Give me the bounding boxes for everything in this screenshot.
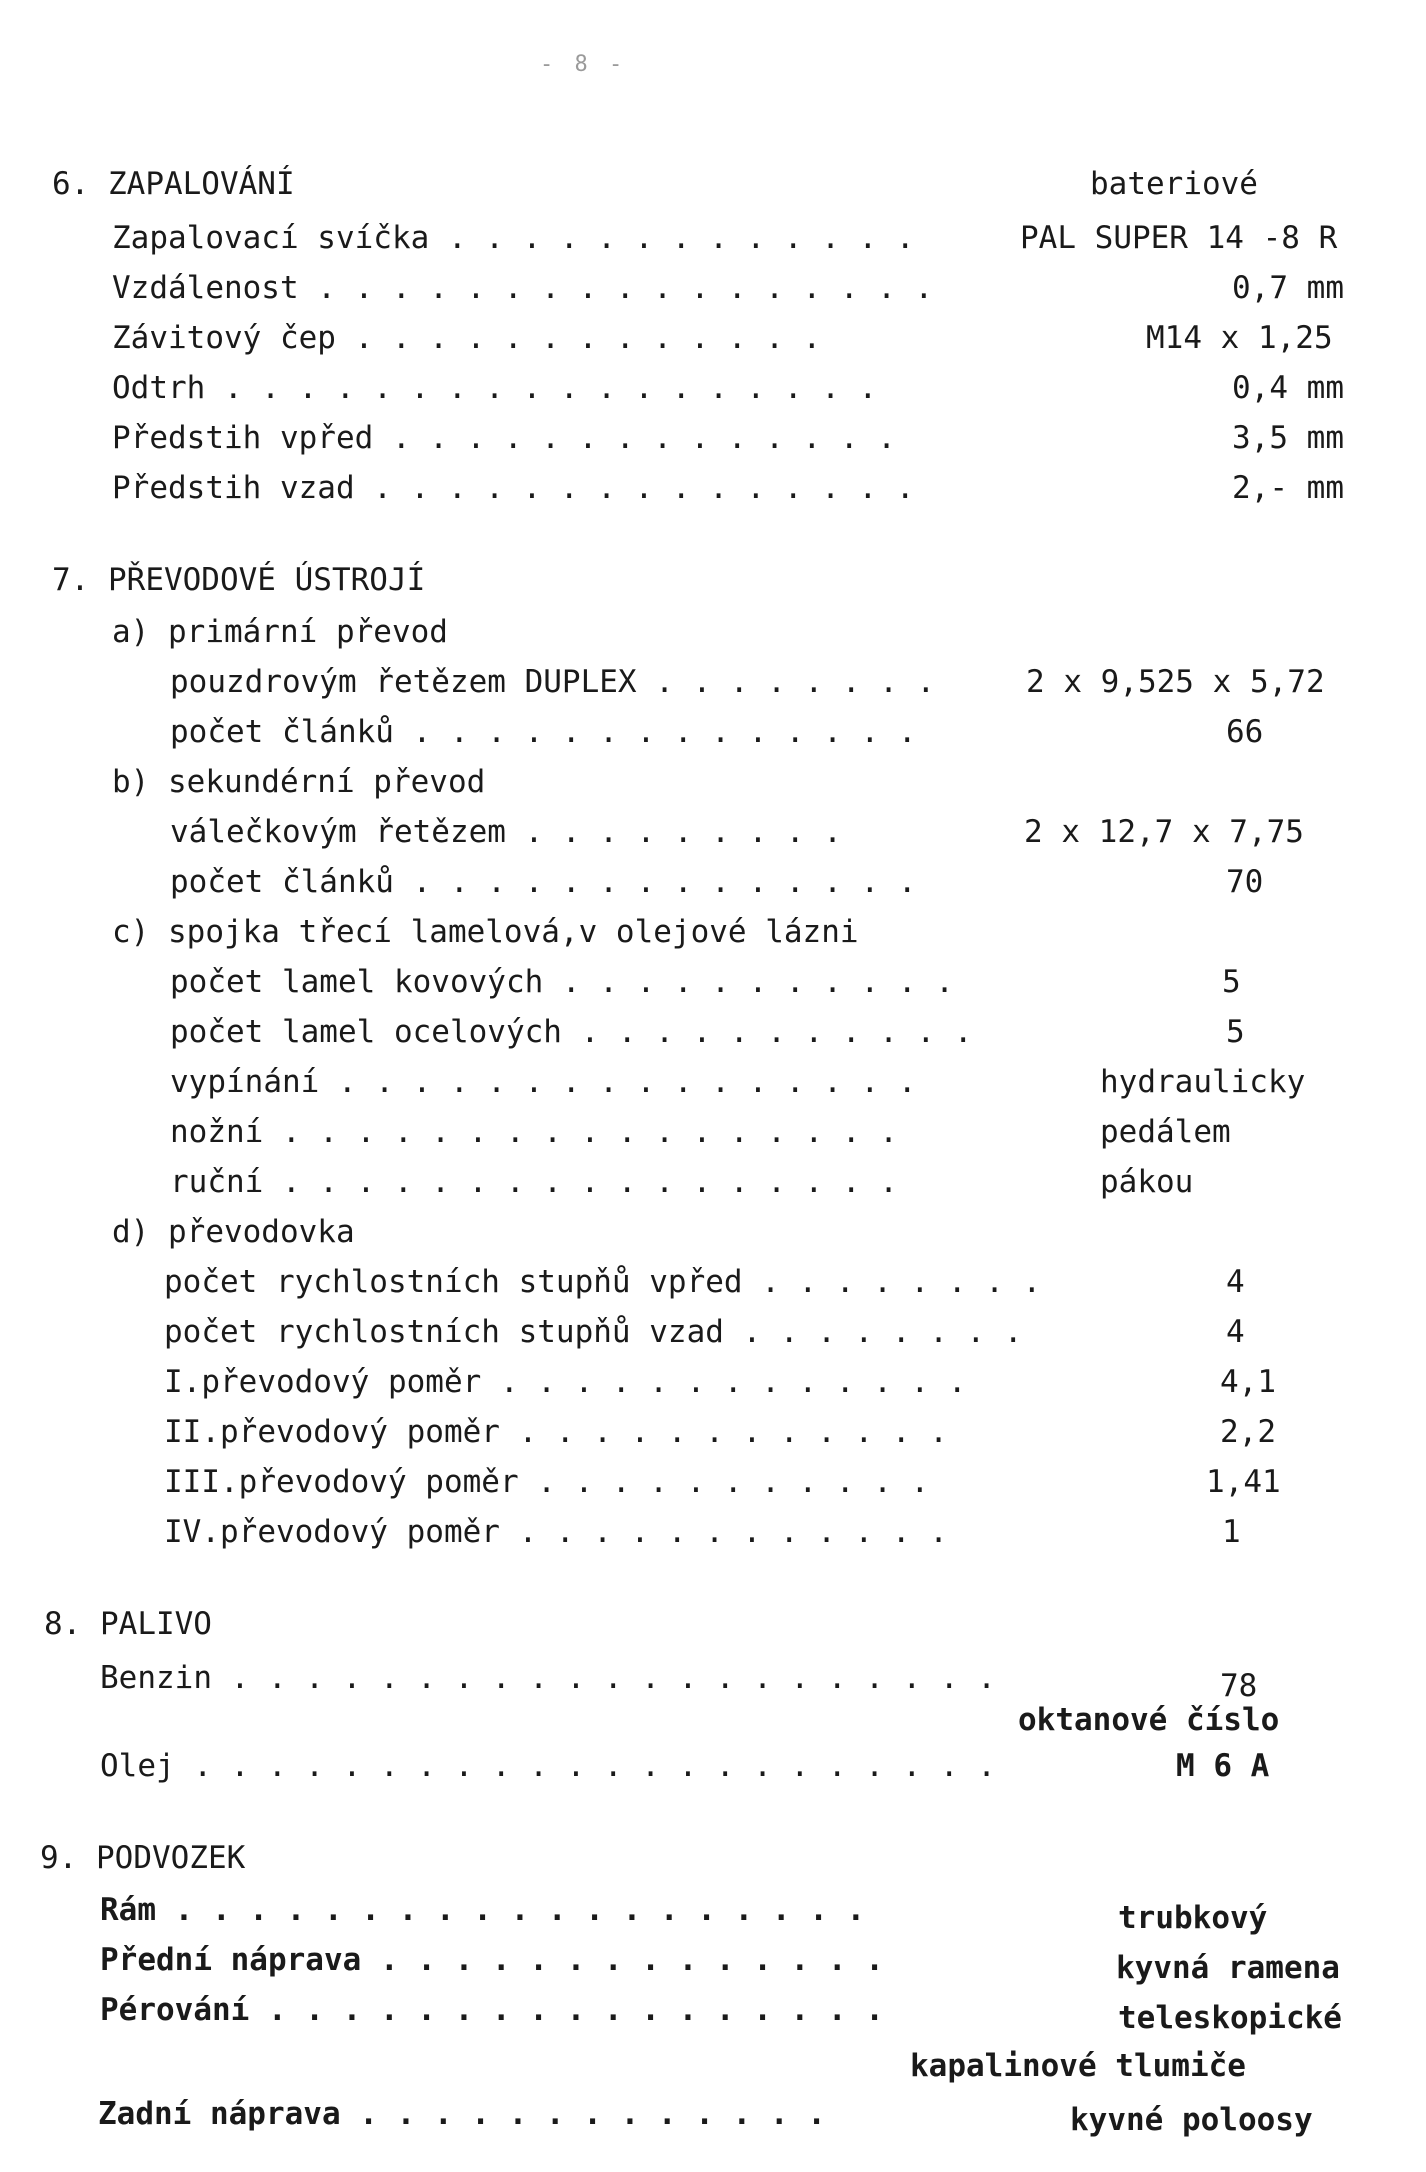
- subsection-c-heading: c) spojka třecí lamelová,v olejové lázni: [112, 914, 859, 950]
- row-value: 0,7 mm: [1232, 270, 1344, 306]
- row-label: ruční . . . . . . . . . . . . . . . . .: [170, 1164, 898, 1200]
- benzin-value: 78: [1220, 1668, 1258, 1704]
- row-label: Rám . . . . . . . . . . . . . . . . . . .: [100, 1892, 866, 1928]
- row-label: Zadní náprava . . . . . . . . . . . . .: [98, 2096, 826, 2132]
- row-label: Zapalovací svíčka . . . . . . . . . . . . .: [112, 220, 915, 256]
- row-value: 66: [1226, 714, 1264, 750]
- row-value: pedálem: [1100, 1114, 1231, 1150]
- row-label: Předstih vpřed . . . . . . . . . . . . . .: [112, 420, 896, 456]
- row-label: Závitový čep . . . . . . . . . . . . .: [112, 320, 822, 356]
- benzin-label: Benzin . . . . . . . . . . . . . . . . . . . . .: [100, 1660, 996, 1696]
- subsection-b-heading: b) sekundérní převod: [112, 764, 486, 800]
- octane-note: oktanové číslo: [1018, 1702, 1280, 1738]
- row-label: Předstih vzad . . . . . . . . . . . . . . .: [112, 470, 915, 506]
- row-value: PAL SUPER 14 -8 R: [1020, 220, 1338, 256]
- row-value: pákou: [1100, 1164, 1194, 1200]
- row-value: 4: [1226, 1314, 1245, 1350]
- row-value: 1: [1222, 1514, 1241, 1550]
- row-label: počet rychlostních stupňů vzad . . . . . . . .: [164, 1314, 1023, 1350]
- row-label: I.převodový poměr . . . . . . . . . . . . .: [164, 1364, 967, 1400]
- row-value: hydraulicky: [1100, 1064, 1306, 1100]
- section-9-heading: 9. PODVOZEK: [40, 1840, 246, 1876]
- row-value: 2 x 12,7 x 7,75: [1024, 814, 1304, 850]
- row-label: Pérování . . . . . . . . . . . . . . . . .: [100, 1992, 884, 2028]
- row-value: 70: [1226, 864, 1264, 900]
- row-label: vypínání . . . . . . . . . . . . . . . .: [170, 1064, 917, 1100]
- row-value: 2,- mm: [1232, 470, 1344, 506]
- row-value: kyvné poloosy: [1070, 2102, 1313, 2138]
- section-7-heading: 7. PŘEVODOVÉ ÚSTROJÍ: [52, 562, 426, 598]
- row-value: 5: [1226, 1014, 1245, 1050]
- row-value: 5: [1222, 964, 1241, 1000]
- row-value: 0,4 mm: [1232, 370, 1344, 406]
- row-value: 2 x 9,525 x 5,72: [1026, 664, 1325, 700]
- row-label: počet lamel ocelových . . . . . . . . . . .: [170, 1014, 973, 1050]
- section-8-heading: 8. PALIVO: [44, 1606, 212, 1642]
- section-6-heading: 6. ZAPALOVÁNÍ: [52, 166, 295, 202]
- row-label: válečkovým řetězem . . . . . . . . .: [170, 814, 842, 850]
- row-value: 1,41: [1206, 1464, 1281, 1500]
- row-label: III.převodový poměr . . . . . . . . . . .: [164, 1464, 930, 1500]
- subsection-d-heading: d) převodovka: [112, 1214, 355, 1250]
- damper-note: kapalinové tlumiče: [910, 2048, 1246, 2084]
- ignition-type: bateriové: [1090, 166, 1258, 202]
- row-label: počet lamel kovových . . . . . . . . . . .: [170, 964, 954, 1000]
- row-label: počet článků . . . . . . . . . . . . . .: [170, 864, 917, 900]
- row-label: počet rychlostních stupňů vpřed . . . . . . . .: [164, 1264, 1042, 1300]
- row-value: teleskopické: [1118, 2000, 1342, 2036]
- row-label: Odtrh . . . . . . . . . . . . . . . . . .: [112, 370, 878, 406]
- subsection-a-heading: a) primární převod: [112, 614, 448, 650]
- row-value: 3,5 mm: [1232, 420, 1344, 456]
- row-label: IV.převodový poměr . . . . . . . . . . . .: [164, 1514, 948, 1550]
- row-label: pouzdrovým řetězem DUPLEX . . . . . . . .: [170, 664, 936, 700]
- row-label: Přední náprava . . . . . . . . . . . . . .: [100, 1942, 884, 1978]
- row-value: 2,2: [1220, 1414, 1276, 1450]
- row-value: M14 x 1,25: [1146, 320, 1333, 356]
- row-value: 4,1: [1220, 1364, 1276, 1400]
- row-value: 4: [1226, 1264, 1245, 1300]
- olej-value: M 6 A: [1176, 1748, 1270, 1784]
- row-label: nožní . . . . . . . . . . . . . . . . .: [170, 1114, 898, 1150]
- row-label: Vzdálenost . . . . . . . . . . . . . . . . .: [112, 270, 934, 306]
- row-label: II.převodový poměr . . . . . . . . . . . .: [164, 1414, 948, 1450]
- page-number: - 8 -: [540, 52, 627, 77]
- row-value: trubkový: [1118, 1900, 1268, 1936]
- row-label: počet článků . . . . . . . . . . . . . .: [170, 714, 917, 750]
- row-value: kyvná ramena: [1116, 1950, 1340, 1986]
- olej-label: Olej . . . . . . . . . . . . . . . . . . . . . .: [100, 1748, 996, 1784]
